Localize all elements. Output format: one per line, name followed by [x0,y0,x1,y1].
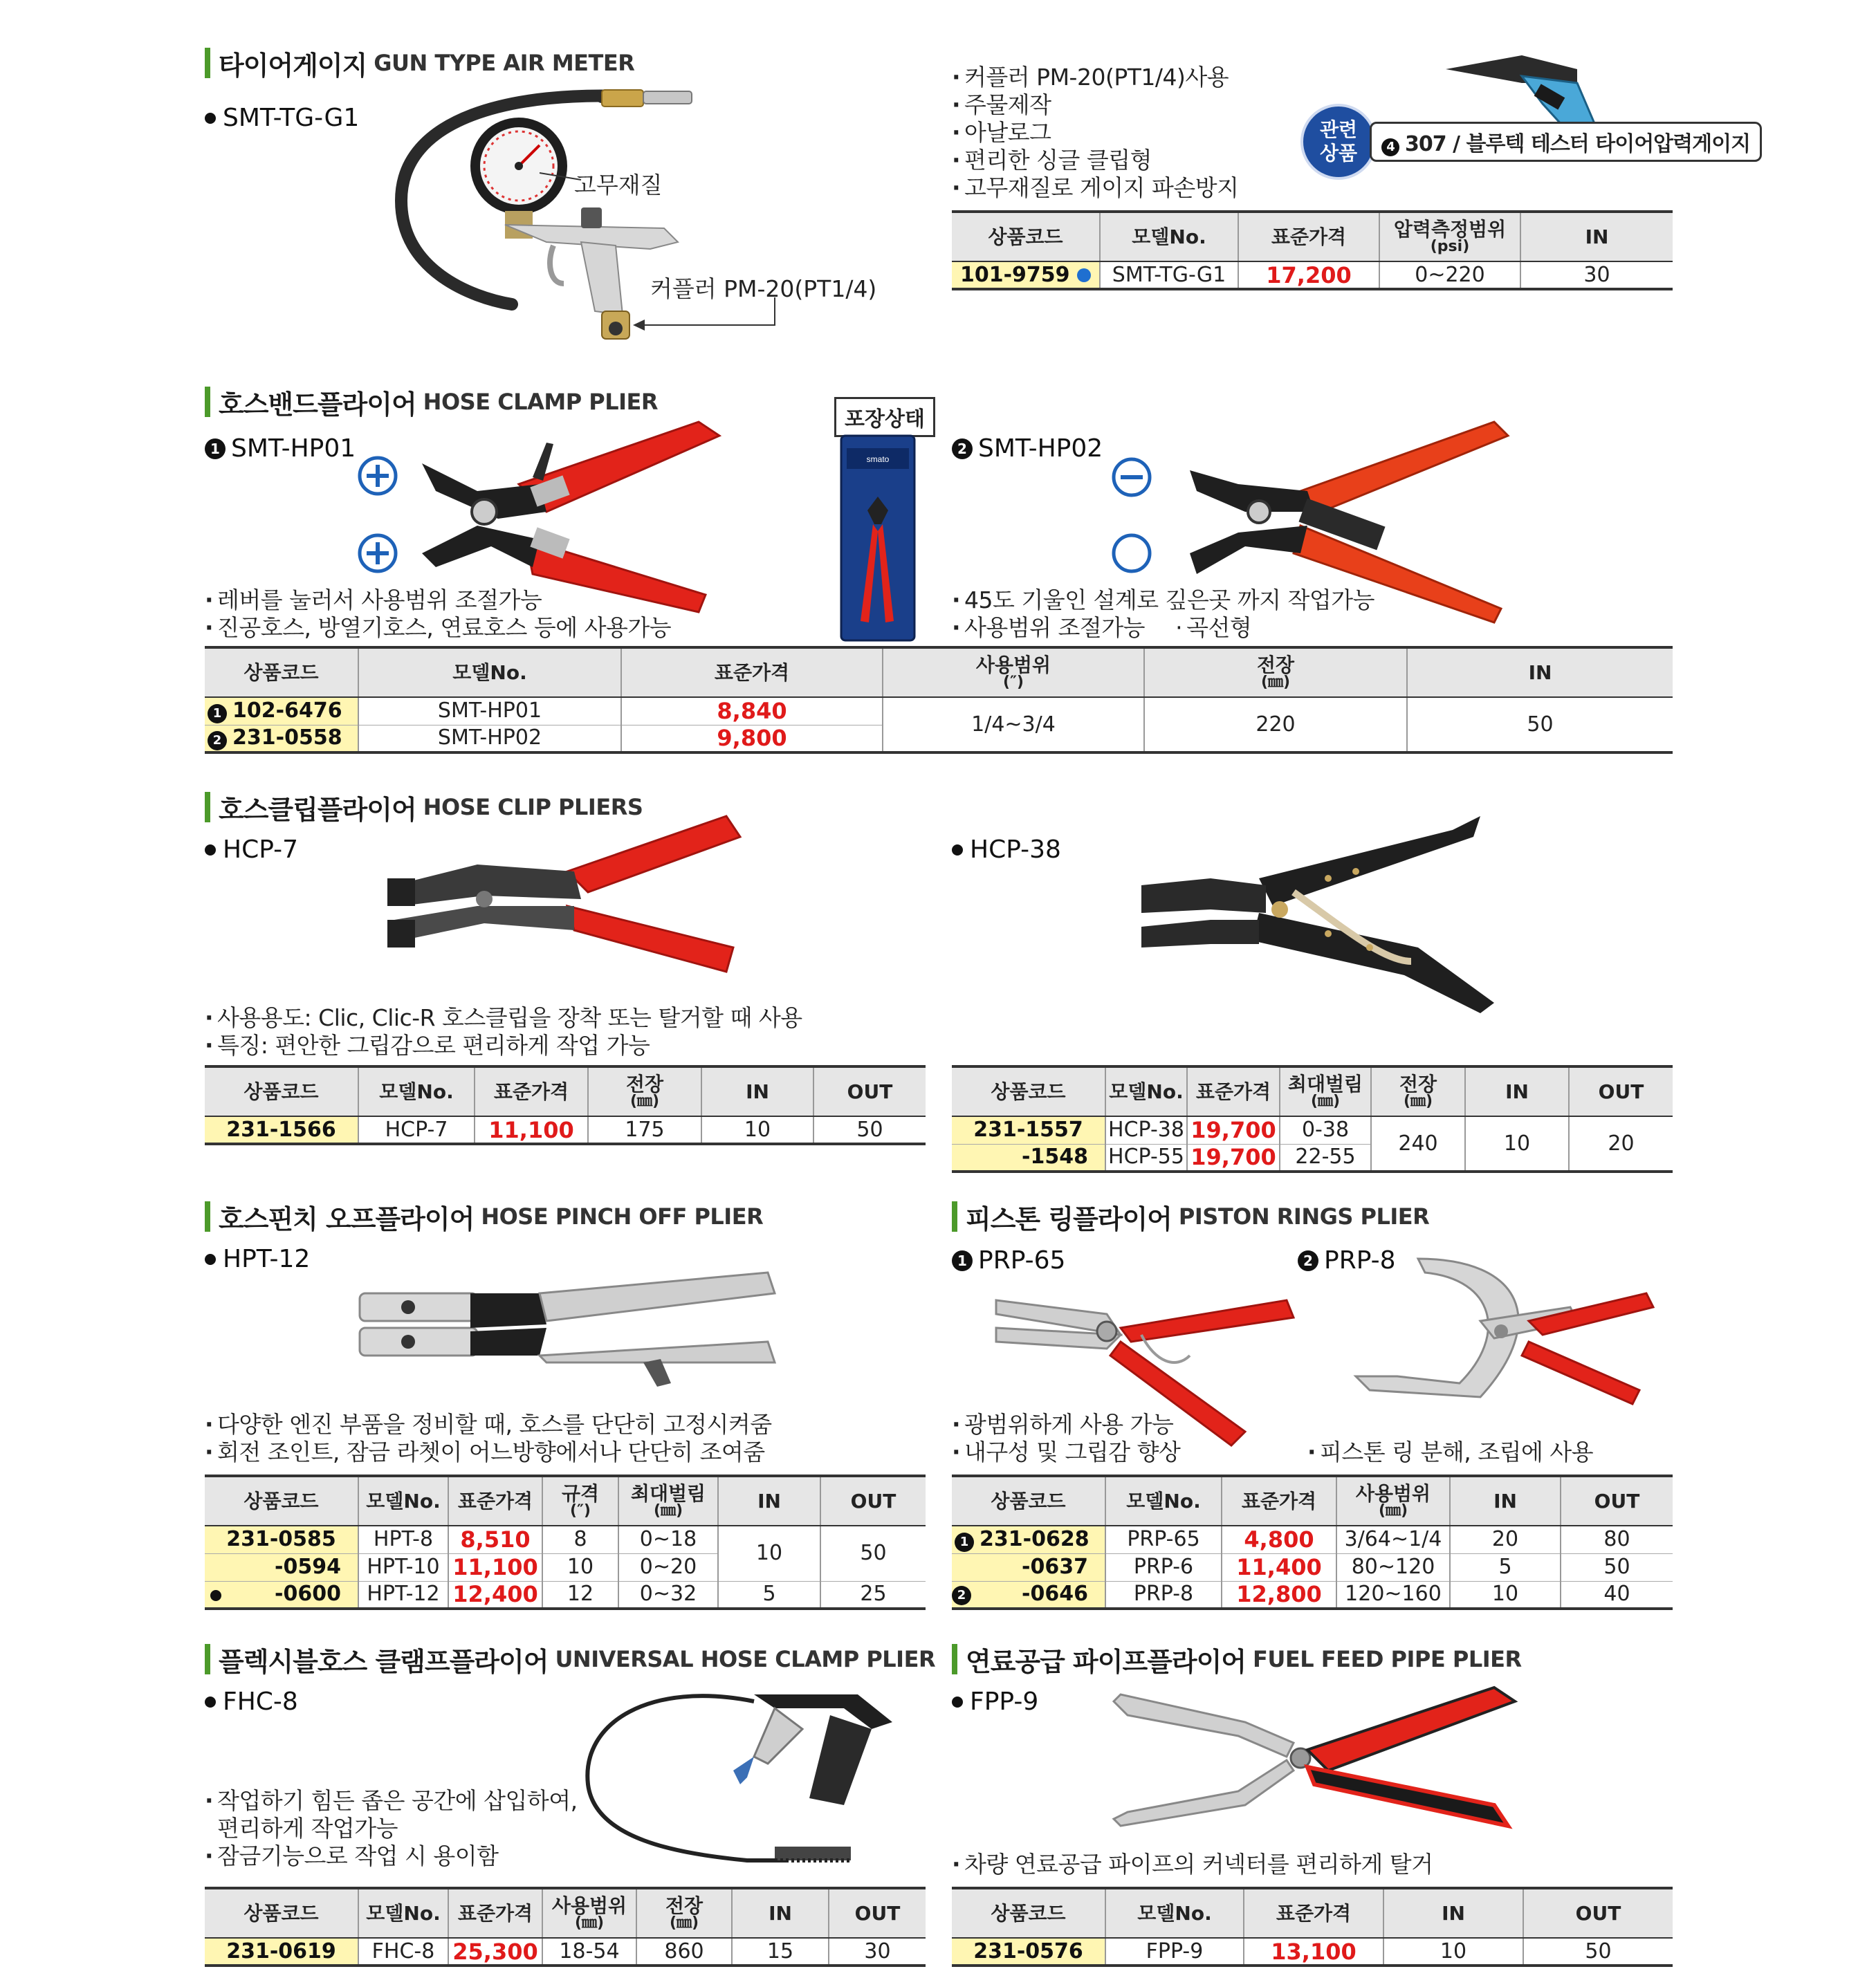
table-row [952,1938,1673,1966]
col-header: 전장 (㎜) [1371,1066,1465,1116]
prp8-features [1307,1439,1593,1466]
feature-item: · 차량 연료공급 파이프의 커넥터를 편리하게 탈거 [952,1851,1433,1878]
section-title-hose-clamp [205,385,658,419]
price: 8,510 [448,1526,542,1553]
section-title-ko: 플렉시블호스 클램프플라이어 [219,1646,549,1677]
prp65-features [952,1411,1180,1466]
model-label-smt-tg-g1: SMT-TG-G1 [205,104,359,132]
model-no: SMT-TG-G1 [1100,261,1238,289]
plus-circle-icon [357,533,398,574]
section-title-en: HOSE CLIP PLIERS [423,794,643,820]
col-header: 전장 (㎜) [636,1888,732,1938]
callout-rubber: 고무재질 [574,172,663,198]
size: 10 [542,1553,618,1581]
col-header: 모델No. [1105,1066,1187,1116]
bullet-dot-icon [205,1697,216,1708]
related-label: 4 307 / 블루텍 테스터 타이어압력게이지 [1370,122,1762,162]
spec-table-piston [952,1475,1673,1610]
price: 12,800 [1222,1581,1336,1609]
in-qty: 30 [1520,261,1673,289]
bullet-dot-icon [210,1590,221,1601]
price: 8,840 [621,697,883,725]
length: 240 [1371,1116,1465,1172]
in-qty: 10 [701,1116,813,1144]
product-code: -1548 [952,1144,1105,1172]
feature-item: · 특징: 편안한 그립감으로 편리하게 작업 가능 [205,1032,802,1060]
max-open: 0~20 [618,1553,718,1581]
size: 12 [542,1581,618,1609]
out-qty: 40 [1561,1581,1673,1609]
feature-item: · 고무재질로 게이지 파손방지 [952,174,1239,202]
table-row [952,1526,1673,1553]
product-code: 231-0619 [205,1938,358,1966]
product-code: 231-1566 [205,1116,358,1144]
price: 19,700 [1187,1116,1280,1144]
in-qty: 10 [1465,1116,1569,1172]
product-code: 231-1557 [952,1116,1105,1144]
section-title-en: HOSE PINCH OFF PLIER [481,1203,764,1230]
table-row [205,1938,926,1966]
hose-clip-features [205,1004,802,1060]
spec-table-hose-clamp [205,646,1673,754]
product-code: 2 231-0558 [205,725,358,752]
flex-hose-clamp-plier-image [567,1681,927,1888]
plus-circle-icon [357,455,398,497]
range: 1/4~3/4 [883,697,1144,752]
model-no: FPP-9 [1105,1938,1244,1966]
out-qty: 20 [1569,1116,1673,1172]
number-badge: 2 [952,438,973,459]
product-code: 1 231-0628 [952,1526,1105,1553]
blue-dot-icon [1077,268,1091,282]
section-accent-bar [952,1201,957,1232]
bullet-dot-icon [205,113,216,124]
spec-table-hcp-7 [205,1065,926,1145]
model-no: PRP-8 [1105,1581,1222,1609]
product-code: 101-9759 [952,261,1100,289]
feature-item: · 다양한 엔진 부품을 정비할 때, 호스를 단단히 고정시켜줌 [205,1411,772,1439]
section-title-en: HOSE CLAMP PLIER [423,389,659,415]
feature-item: · 주물제작 [952,91,1239,119]
col-header: 모델No. [358,1066,475,1116]
section-title-ko: 피스톤 링플라이어 [966,1203,1172,1235]
piston-ring-plier-prp8-image [1342,1252,1674,1432]
product-code: -0600 [205,1581,358,1609]
table-row [952,261,1673,289]
col-header: 상품코드 [952,1476,1105,1526]
section-title-flex-hose [205,1642,935,1676]
in-qty: 50 [1407,697,1673,752]
in-qty: 10 [718,1526,820,1581]
col-header: 최대벌림 (㎜) [1280,1066,1371,1116]
hose-pinch-plier-image [353,1266,782,1390]
feature-item: · 진공호스, 방열기호스, 연료호스 등에 사용가능 [205,614,671,642]
section-title-en: FUEL FEED PIPE PLIER [1253,1646,1522,1672]
col-header: 표준가격 [448,1888,542,1938]
minus-circle-icon [1111,456,1152,498]
product-code: -0637 [952,1553,1105,1581]
model-no: SMT-HP01 [358,697,621,725]
section-title-en: PISTON RINGS PLIER [1178,1203,1430,1230]
col-header: 사용범위 (″) [883,647,1144,697]
price: 12,400 [448,1581,542,1609]
product-code: 231-0585 [205,1526,358,1553]
range: 3/64~1/4 [1336,1526,1450,1553]
col-header: 상품코드 [205,1066,358,1116]
col-header: IN [732,1888,829,1938]
max-open: 0~18 [618,1526,718,1553]
col-header: 상품코드 [952,212,1100,261]
table-row [952,1116,1673,1144]
model-label-fhc-8: FHC-8 [205,1688,298,1716]
col-header: OUT [813,1066,926,1116]
price: 4,800 [1222,1526,1336,1553]
section-accent-bar [952,1644,957,1674]
col-header: 상품코드 [952,1888,1105,1938]
fuel-pipe-features [952,1851,1433,1878]
price: 13,100 [1244,1938,1383,1966]
model-label-fpp-9: FPP-9 [952,1688,1038,1716]
model-no: SMT-HP02 [358,725,621,752]
col-header: 표준가격 [621,647,883,697]
price: 19,700 [1187,1144,1280,1172]
col-header: 모델No. [358,647,621,697]
col-header: 상품코드 [205,1888,358,1938]
out-qty: 50 [1561,1553,1673,1581]
model-no: PRP-6 [1105,1553,1222,1581]
col-header: 사용범위 (㎜) [1336,1476,1450,1526]
col-header: 모델No. [1105,1476,1222,1526]
section-accent-bar [205,48,210,78]
col-header: OUT [1561,1476,1673,1526]
col-header: IN [1520,212,1673,261]
feature-item: · 내구성 및 그립감 향상 [952,1439,1180,1466]
col-header: 표준가격 [1187,1066,1280,1116]
col-header: 전장 (㎜) [1144,647,1407,697]
section-title-ko: 호스밴드플라이어 [219,389,416,420]
out-qty: 50 [813,1116,926,1144]
hp01-features [205,586,671,642]
price: 25,300 [448,1938,542,1966]
section-title-hose-pinch [205,1199,763,1234]
feature-item: · 편리한 싱글 클립형 [952,147,1239,174]
section-title-en: UNIVERSAL HOSE CLAMP PLIER [555,1646,936,1672]
package-image [840,434,916,642]
bullet-dot-icon [205,844,216,856]
section-title-ko: 호스핀치 오프플라이어 [219,1203,475,1235]
model-label-smt-hp01: 1 SMT-HP01 [205,434,356,463]
model-label-prp-8: 2 PRP-8 [1298,1246,1396,1275]
product-code: 231-0576 [952,1938,1105,1966]
col-header: OUT [829,1888,926,1938]
model-no: PRP-65 [1105,1526,1222,1553]
spec-table-fuel-pipe [952,1887,1673,1967]
range: 18-54 [542,1938,636,1966]
model-label-smt-hp02: 2 SMT-HP02 [952,434,1103,463]
feature-item: · 피스톤 링 분해, 조립에 사용 [1307,1439,1593,1466]
out-qty: 30 [829,1938,926,1966]
feature-item: · 45도 기울인 설계로 깊은곳 까지 작업가능 [952,586,1374,614]
model-no: HCP-38 [1105,1116,1187,1144]
product-code: 2 -0646 [952,1581,1105,1609]
model-label-hcp-38: HCP-38 [952,835,1061,864]
feature-item: · 레버를 눌러서 사용범위 조절가능 [205,586,671,614]
max-open: 22-55 [1280,1144,1371,1172]
product-code: 1 102-6476 [205,697,358,725]
col-header: 표준가격 [448,1476,542,1526]
number-badge: 1 [205,438,226,459]
callout-coupler: 커플러 PM-20(PT1/4) [650,275,877,302]
max-open: 0~32 [618,1581,718,1609]
model-label-hcp-7: HCP-7 [205,835,298,864]
range: 80~120 [1336,1553,1450,1581]
bullet-dot-icon [952,1697,963,1708]
section-title-fuel-pipe [952,1642,1522,1676]
col-header: 모델No. [358,1476,448,1526]
section-accent-bar [205,1201,210,1232]
out-qty: 50 [1523,1938,1673,1966]
price: 11,100 [448,1553,542,1581]
section-accent-bar [205,387,210,417]
table-row [205,697,1673,725]
price: 11,100 [475,1116,588,1144]
tire-gauge-image [374,76,885,367]
section-accent-bar [205,1644,210,1674]
feature-item: · 작업하기 힘든 좁은 공간에 삽입하여, [205,1787,578,1815]
out-qty: 80 [1561,1526,1673,1553]
size: 8 [542,1526,618,1553]
fuel-pipe-plier-image [1107,1681,1522,1840]
related-product[interactable] [1300,104,1762,180]
bullet-dot-icon [952,844,963,856]
section-title-ko: 타이어게이지 [219,50,367,81]
section-title-tire-gauge [205,46,634,80]
section-title-ko: 호스클립플라이어 [219,794,416,825]
table-row [952,1581,1673,1609]
length: 175 [588,1116,701,1144]
bullet-dot-icon [205,1254,216,1265]
feature-item: 편리하게 작업가능 [217,1815,398,1842]
flex-hose-features [205,1787,578,1870]
col-header: 상품코드 [952,1066,1105,1116]
feature-item: · 아날로그 [952,119,1239,147]
spec-table-flex-hose [205,1887,926,1967]
spec-table-tire-gauge [952,210,1673,290]
col-header: 모델No. [358,1888,448,1938]
col-header: IN [701,1066,813,1116]
col-header: OUT [820,1476,926,1526]
number-badge: 1 [952,1250,973,1271]
col-header: IN [718,1476,820,1526]
in-qty: 10 [1383,1938,1523,1966]
col-header: 표준가격 [1222,1476,1336,1526]
max-open: 0-38 [1280,1116,1371,1144]
out-qty: 25 [820,1581,926,1609]
svg-text:smato: smato [866,454,890,464]
length: 220 [1144,697,1407,752]
feature-item: · 사용범위 조절가능 · 곡선형 [952,614,1374,642]
section-title-ko: 연료공급 파이프플라이어 [966,1646,1247,1677]
in-qty: 20 [1450,1526,1561,1553]
tire-gauge-features [952,64,1239,202]
table-row [952,1553,1673,1581]
hose-pinch-features [205,1411,772,1466]
feature-item: · 광범위하게 사용 가능 [952,1411,1180,1439]
hose-clamp-plier-hp01-image [408,415,733,616]
table-row [205,1581,926,1609]
section-title-en: GUN TYPE AIR METER [374,50,635,76]
section-title-piston [952,1199,1429,1234]
hose-clip-plier-hcp38-image [1121,809,1508,1017]
range: 120~160 [1336,1581,1450,1609]
price: 9,800 [621,725,883,752]
feature-item: · 커플러 PM-20(PT1/4)사용 [952,64,1239,91]
model-no: HCP-55 [1105,1144,1187,1172]
col-header: 최대벌림 (㎜) [618,1476,718,1526]
col-header: 사용범위 (㎜) [542,1888,636,1938]
in-qty: 5 [1450,1553,1561,1581]
model-label-hpt-12: HPT-12 [205,1245,310,1273]
model-no: HCP-7 [358,1116,475,1144]
section-accent-bar [205,792,210,822]
length: 860 [636,1938,732,1966]
feature-item: · 잠금기능으로 작업 시 용이함 [205,1842,578,1870]
spec-table-hcp-38 [952,1065,1673,1173]
col-header: IN [1383,1888,1523,1938]
col-header: OUT [1569,1066,1673,1116]
col-header: OUT [1523,1888,1673,1938]
hose-clip-plier-hcp7-image [380,809,754,982]
in-qty: 5 [718,1581,820,1609]
model-no: FHC-8 [358,1938,448,1966]
related-number-badge: 4 [1381,138,1399,156]
col-header: 상품코드 [205,647,358,697]
model-no: HPT-8 [358,1526,448,1553]
empty-circle-icon [1111,533,1152,574]
col-header: IN [1407,647,1673,697]
col-header: 표준가격 [1238,212,1379,261]
feature-item: · 사용용도: Clic, Clic-R 호스클립을 장착 또는 탈거할 때 사용 [205,1004,802,1032]
model-no: HPT-12 [358,1581,448,1609]
col-header: IN [1465,1066,1569,1116]
table-row [205,1116,926,1144]
range: 0~220 [1379,261,1520,289]
package-label: 포장상태 [834,397,935,437]
out-qty: 50 [820,1526,926,1581]
feature-item: · 회전 조인트, 잠금 라쳇이 어느방향에서나 단단히 조여줌 [205,1439,772,1466]
col-header: 규격 (″) [542,1476,618,1526]
col-header: 전장 (㎜) [588,1066,701,1116]
hp02-features [952,586,1374,642]
col-header: 표준가격 [1244,1888,1383,1938]
number-badge: 2 [1298,1250,1318,1271]
col-header: 상품코드 [205,1476,358,1526]
in-qty: 10 [1450,1581,1561,1609]
model-no: HPT-10 [358,1553,448,1581]
col-header: IN [1450,1476,1561,1526]
col-header: 모델No. [1105,1888,1244,1938]
in-qty: 15 [732,1938,829,1966]
price: 17,200 [1238,261,1379,289]
product-code: -0594 [205,1553,358,1581]
col-header: 압력측정범위 (psi) [1379,212,1520,261]
related-badge: 관련 상품 [1300,104,1377,180]
col-header: 표준가격 [475,1066,588,1116]
model-label-prp-65: 1 PRP-65 [952,1246,1065,1275]
price: 11,400 [1222,1553,1336,1581]
col-header: 모델No. [1100,212,1238,261]
spec-table-hose-pinch [205,1475,926,1610]
table-row [205,1526,926,1553]
